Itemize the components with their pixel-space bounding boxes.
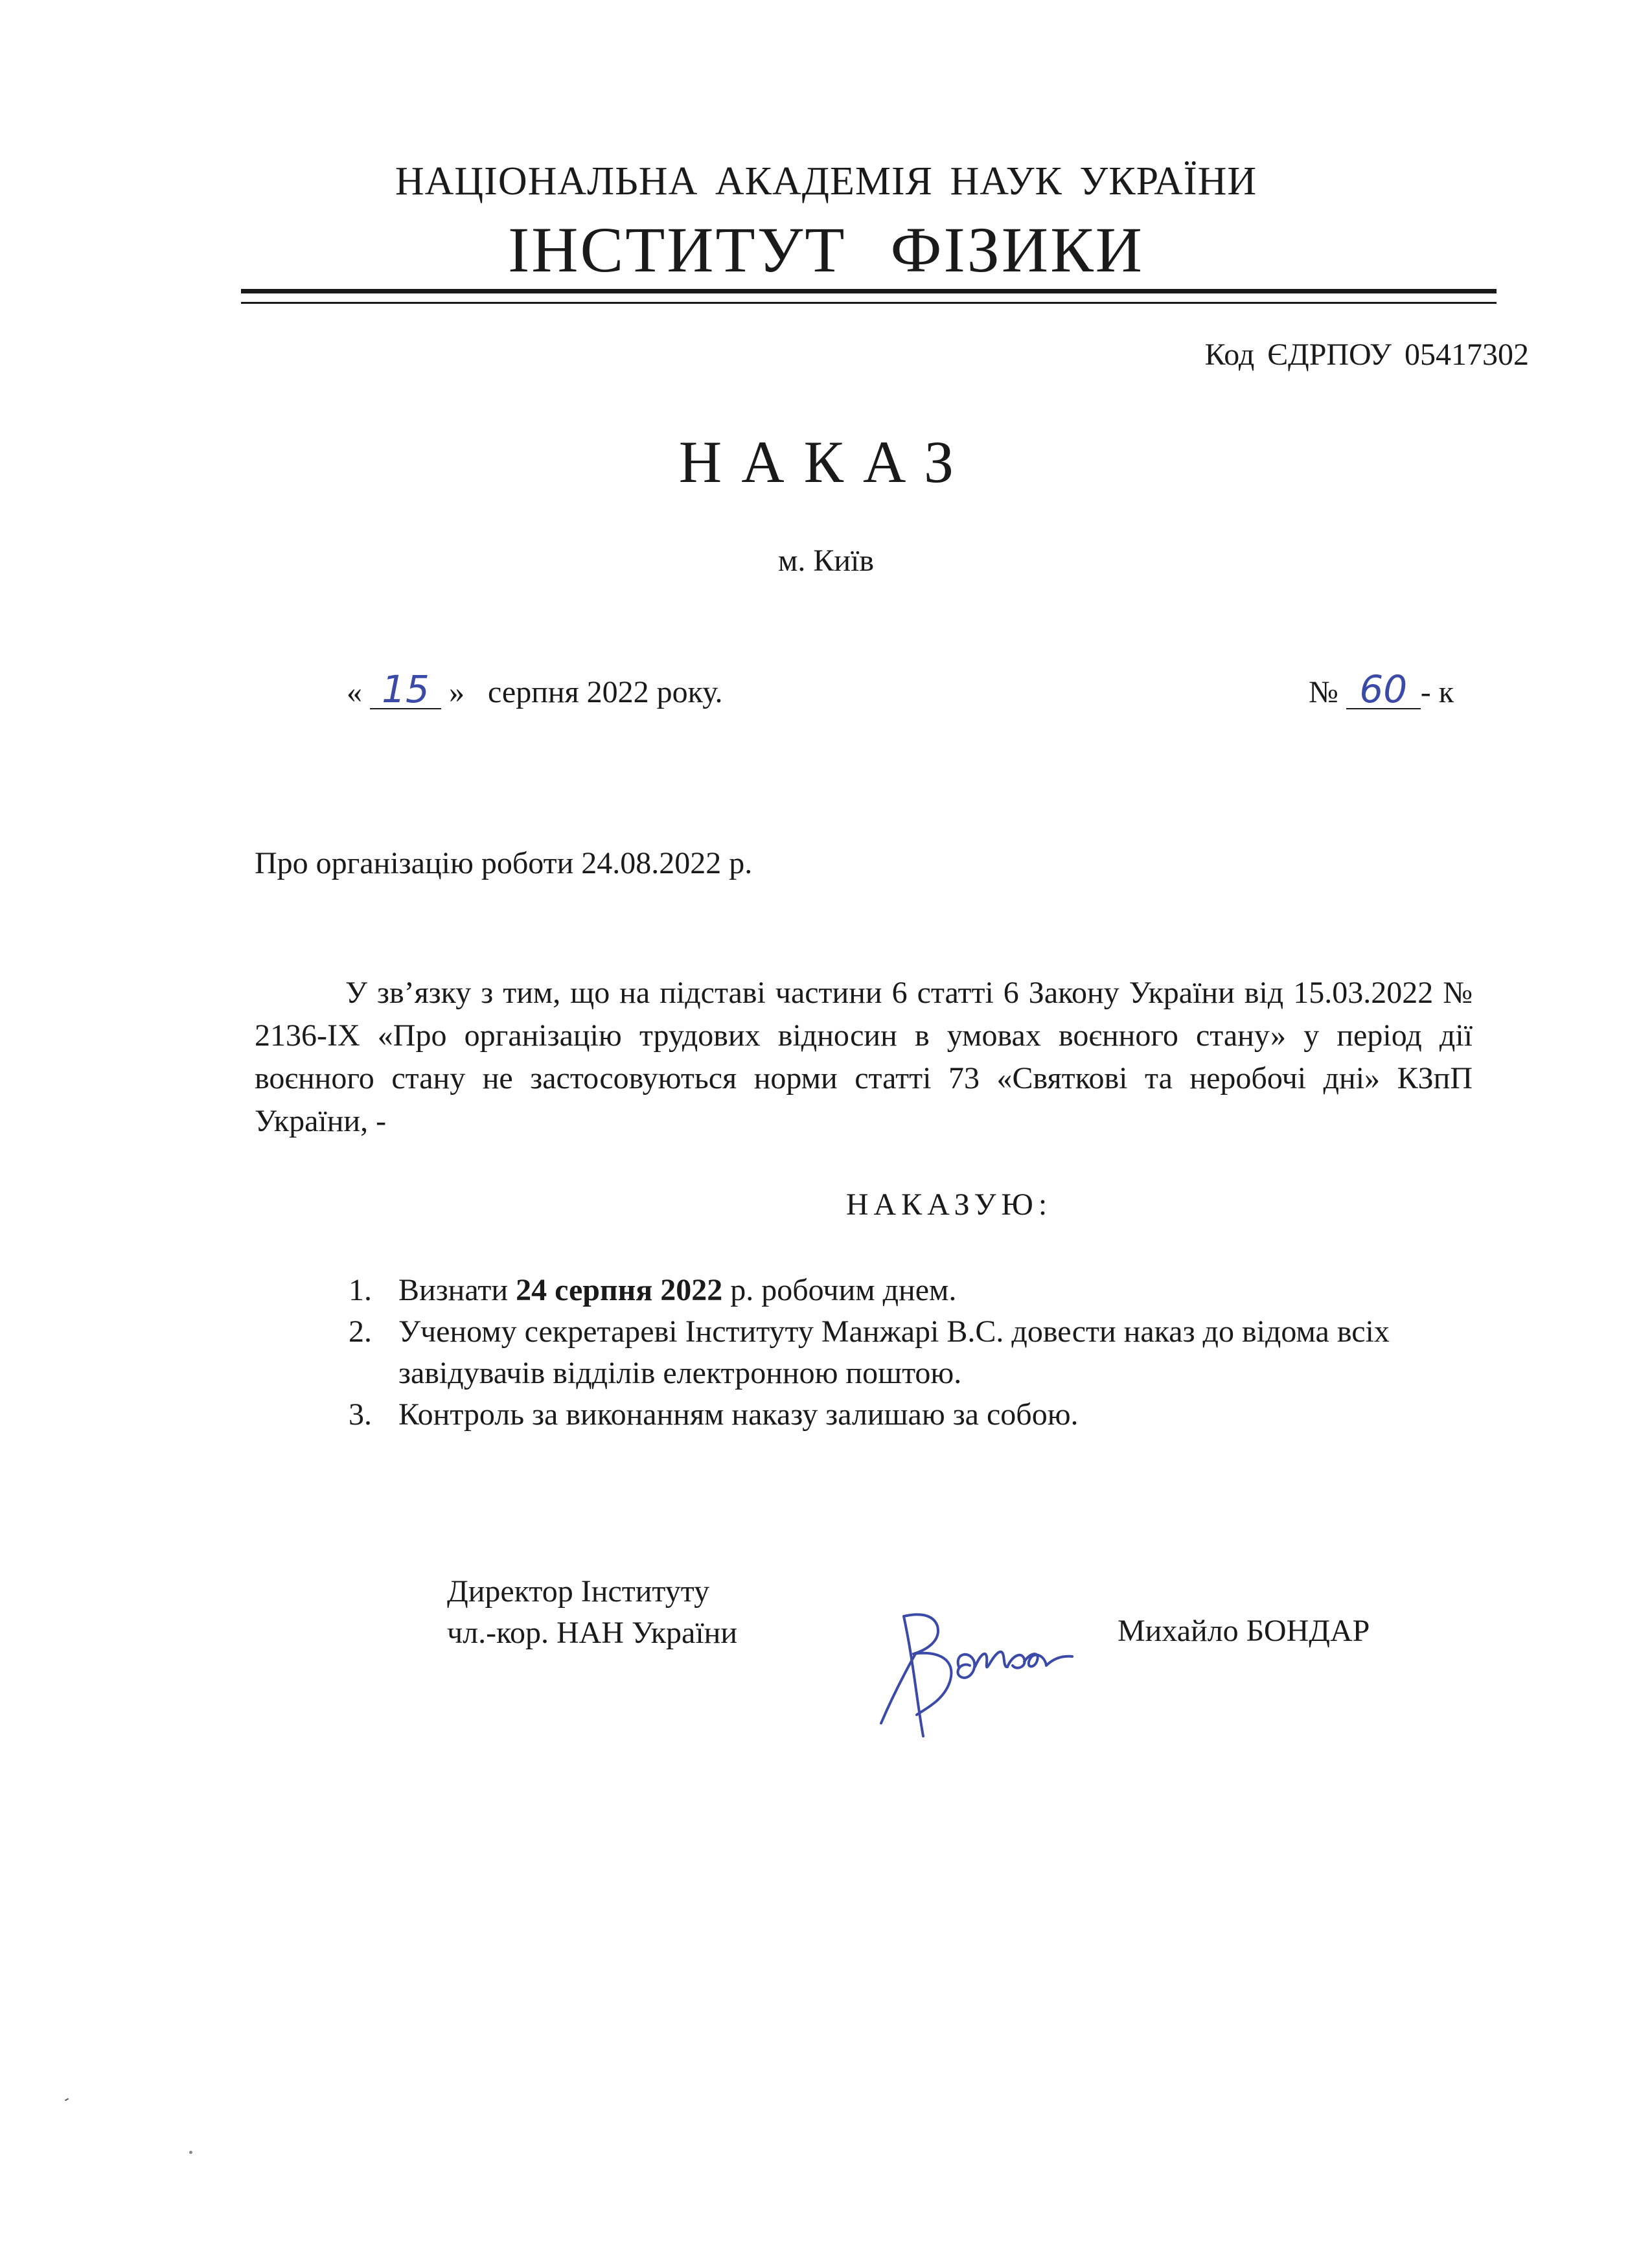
header-rule-thin bbox=[241, 302, 1497, 304]
list-item bbox=[337, 1394, 1477, 1436]
signatory-position bbox=[447, 1571, 737, 1654]
scan-speck bbox=[189, 2151, 192, 2154]
scan-speck bbox=[65, 2098, 69, 2102]
edrpou-code: Код ЄДРПОУ 05417302 bbox=[1204, 338, 1529, 372]
orders-list bbox=[337, 1270, 1477, 1436]
institute-name: ІНСТИТУТ ФІЗИКИ bbox=[507, 214, 1145, 286]
header-rule-thick bbox=[241, 289, 1497, 293]
preamble-paragraph: У зв’язку з тим, що на підставі частини 6 статті 6 Закону України від 15.03.2022 № 2136-IX «Про організацію трудових відносин в умовах воєнного стану» у період дії воєнного стану не застосовуються норми статті 73 «Святкові та неробочі дні» КЗпП України, - bbox=[255, 976, 1473, 1138]
academy-name: НАЦІОНАЛЬНА АКАДЕМІЯ НАУК УКРАЇНИ bbox=[395, 159, 1257, 203]
number-prefix: № bbox=[1309, 675, 1338, 709]
list-item bbox=[337, 1270, 1477, 1311]
order-number bbox=[1309, 667, 1454, 711]
list-item-number: 3. bbox=[349, 1397, 372, 1432]
handwritten-signature bbox=[878, 1590, 1118, 1752]
order-title: НАКАЗ bbox=[678, 429, 974, 495]
list-item-number: 2. bbox=[349, 1314, 372, 1349]
signer-name: Михайло БОНДАР bbox=[1118, 1614, 1370, 1648]
orders-heading: НАКАЗУЮ: bbox=[845, 1187, 1053, 1222]
list-item-bold-date: 24 серпня 2022 bbox=[516, 1273, 723, 1307]
number-handwritten: 60 bbox=[1346, 670, 1421, 709]
list-item-text: Визнати bbox=[398, 1273, 516, 1307]
position-line: чл.-кор. НАН України bbox=[447, 1616, 738, 1650]
list-item-text: Контроль за виконанням наказу залишаю за собою. bbox=[398, 1397, 1079, 1432]
date-rest: серпня 2022 року. bbox=[488, 675, 723, 709]
list-item-number: 1. bbox=[349, 1273, 372, 1307]
date-day-handwritten: 15 bbox=[370, 670, 441, 709]
position-line: Директор Інституту bbox=[447, 1574, 710, 1609]
list-item-text: Ученому секретареві Інституту Манжарі В.С. довести наказ до відома всіх завідувачів відділів електронною поштою. bbox=[398, 1314, 1390, 1390]
date-open-quote: « bbox=[347, 675, 362, 709]
list-item-text-end: р. робочим днем. bbox=[722, 1273, 957, 1307]
list-item bbox=[337, 1311, 1477, 1394]
order-subject: Про організацію роботи 24.08.2022 р. bbox=[255, 846, 753, 880]
order-date bbox=[347, 667, 723, 711]
city: м. Київ bbox=[777, 544, 875, 578]
number-suffix: - к bbox=[1420, 675, 1454, 709]
date-close-quote: » bbox=[449, 675, 465, 709]
